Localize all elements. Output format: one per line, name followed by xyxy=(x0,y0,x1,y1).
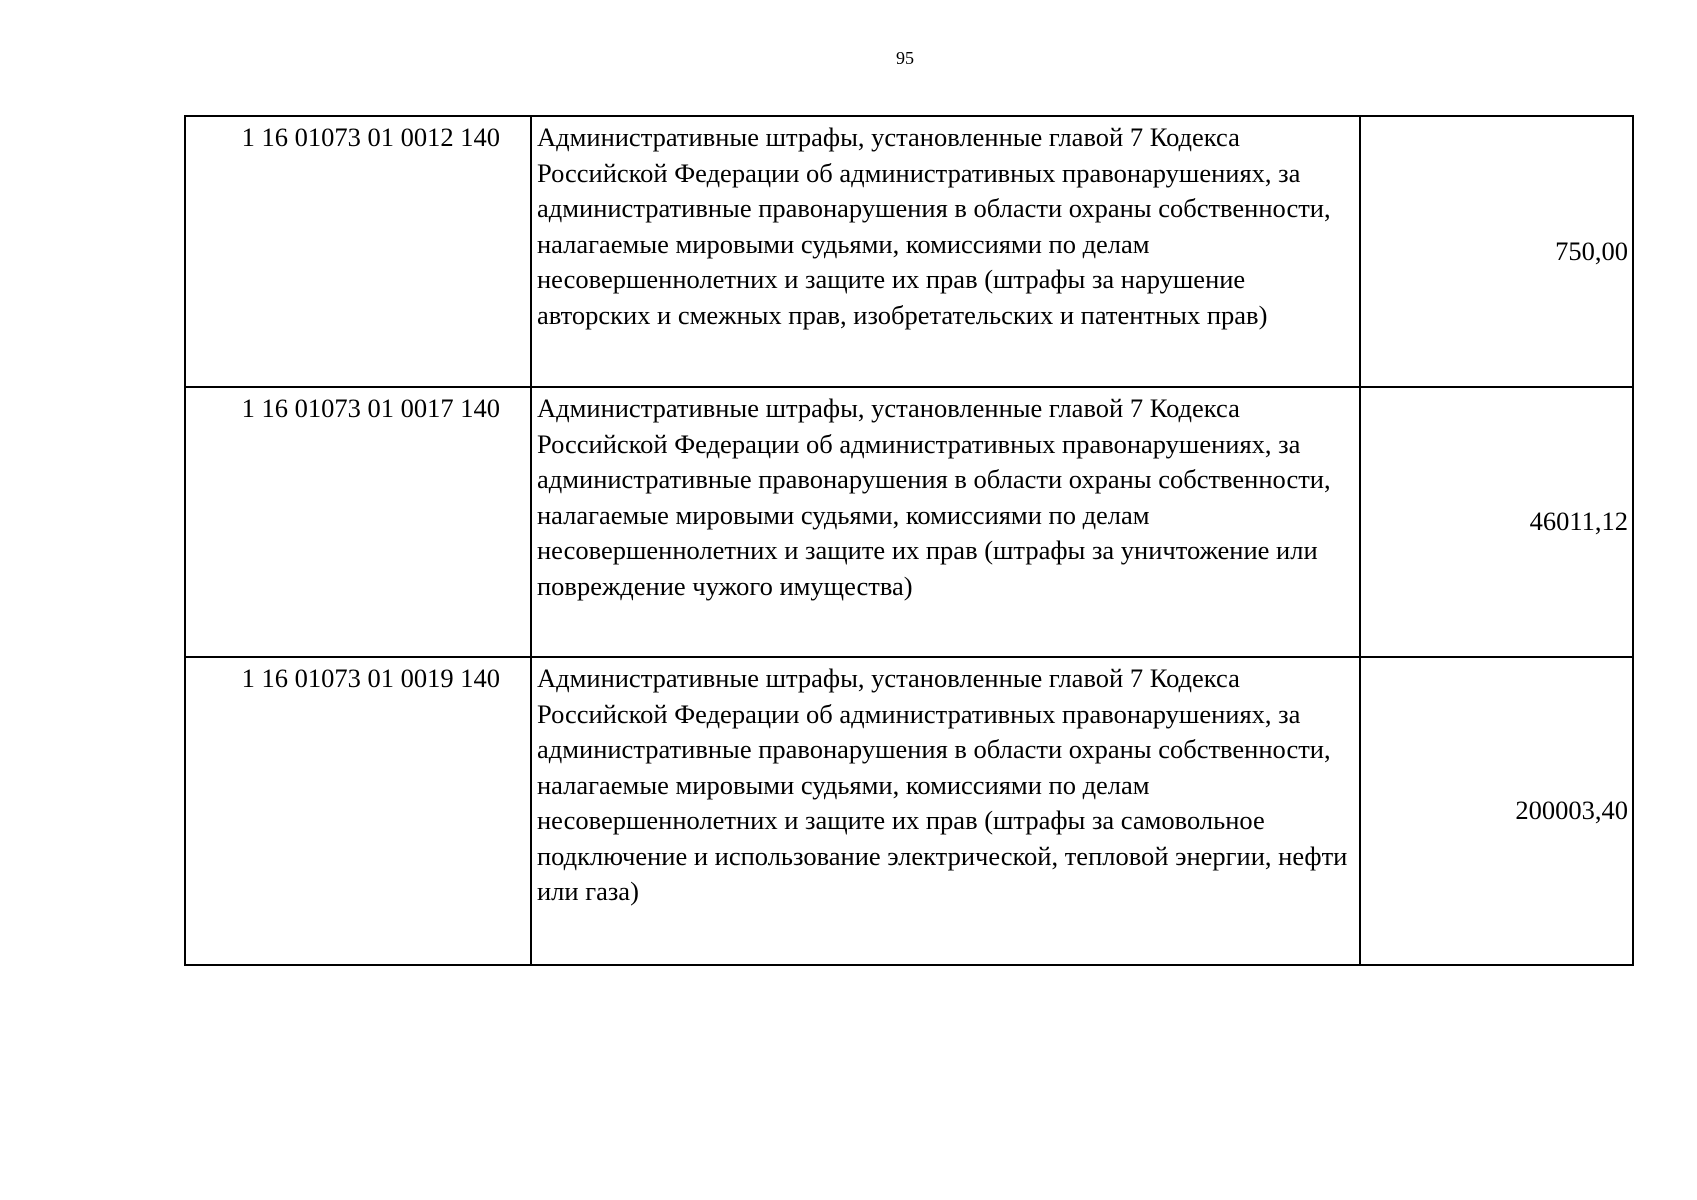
amount-cell: 750,00 xyxy=(1360,116,1633,387)
budget-revenue-table xyxy=(184,115,1634,966)
table-row xyxy=(185,387,1633,657)
table-row xyxy=(185,657,1633,965)
amount-cell: 46011,12 xyxy=(1360,387,1633,657)
amount-cell: 200003,40 xyxy=(1360,657,1633,965)
description-cell: Административные штрафы, установленные главой 7 Кодекса Российской Федерации об административных правонарушениях, за административные правонарушения в области охраны собственности, налагаемые мировыми судьями, комиссиями по делам несовершеннолетних и защите их прав (штрафы за самовольное подключение и использование электрической, тепловой энергии, нефти или газа) xyxy=(531,657,1360,965)
description-cell: Административные штрафы, установленные главой 7 Кодекса Российской Федерации об административных правонарушениях, за административные правонарушения в области охраны собственности, налагаемые мировыми судьями, комиссиями по делам несовершеннолетних и защите их прав (штрафы за уничтожение или повреждение чужого имущества) xyxy=(531,387,1360,657)
page-number: 95 xyxy=(896,48,914,68)
budget-code-cell: 1 16 01073 01 0019 140 xyxy=(185,657,531,965)
budget-code-cell: 1 16 01073 01 0012 140 xyxy=(185,116,531,387)
budget-code-cell: 1 16 01073 01 0017 140 xyxy=(185,387,531,657)
table-row xyxy=(185,116,1633,387)
description-cell: Административные штрафы, установленные главой 7 Кодекса Российской Федерации об административных правонарушениях, за административные правонарушения в области охраны собственности, налагаемые мировыми судьями, комиссиями по делам несовершеннолетних и защите их прав (штрафы за нарушение авторских и смежных прав, изобретательских и патентных прав) xyxy=(531,116,1360,387)
